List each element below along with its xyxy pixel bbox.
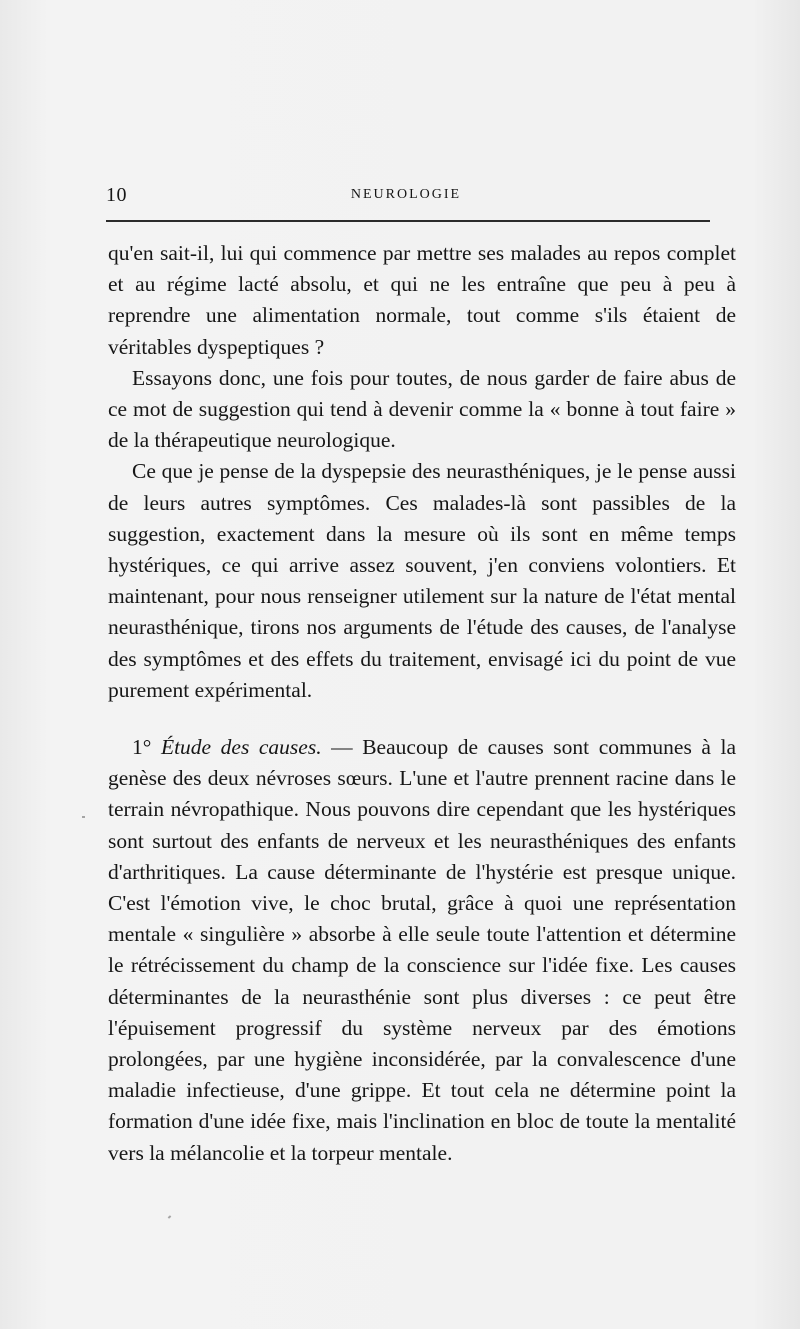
section-text: — Beaucoup de causes sont communes à la genèse des deux névroses sœurs. L'une et l'autre prennent racine dans le terrain névropathique. Nous pouvons dire cependant que les hystériques sont surtout des enfants de nerveux et les neurasthéniques des enfants d'arthritiques. La cause déterminante de l'hystérie est presque unique. C'est l'émotion vive, le choc brutal, grâce à quoi une représentation mentale « singulière » absorbe à elle seule toute l'attention et détermine le rétrécissement du champ de la conscience sur l'idée fixe. Les causes déterminantes de la neurasthénie sont plus diverses : ce peut être l'épuisement progressif du système nerveux par des émotions prolongées, par une hygiène inconsidérée, par la convalescence d'une maladie infectieuse, d'une grippe. Et tout cela ne détermine point la formation d'une idée fixe, mais l'inclination en bloc de toute la mentalité vers la mélancolie et la torpeur mentale. [108,735,737,1165]
paragraph: Ce que je pense de la dyspepsie des neurasthéniques, je le pense aussi de leurs autres symptômes. Ces malades-là sont passibles de la suggestion, exactement dans la mesure où ils sont en même temps hystériques, ce qui arrive assez souvent, j'en conviens volontiers. Et maintenant, pour nous renseigner utilement sur la nature de l'état mental neurasthénique, tirons nos arguments de l'étude des causes, de l'analyse des symptômes et des effets du traitement, envisagé ici du point de vue purement expérimental. [108,459,736,702]
paper-speck [82,816,85,818]
section-number: 1° [132,735,152,760]
paragraph: Essayons donc, une fois pour toutes, de nous garder de faire abus de ce mot de suggestion qui tend à devenir comme la « bonne à tout faire » de la thérapeutique neurologique. [108,365,736,453]
section-paragraph [108,732,736,1169]
running-head [106,182,706,208]
paper-speck [168,1215,172,1218]
paragraph-continuation: qu'en sait-il, lui qui commence par mettre ses malades au repos complet et au régime lacté absolu, et qui ne les entraîne que peu à peu à reprendre une alimentation normale, tout comme s'ils étaient de véritables dyspeptiques ? [108,241,736,359]
section-title: Étude des causes. [160,735,322,760]
running-title: NEUROLOGIE [350,187,462,202]
body-text [108,238,736,1169]
page-number: 10 [106,184,127,206]
header-rule [106,220,710,222]
